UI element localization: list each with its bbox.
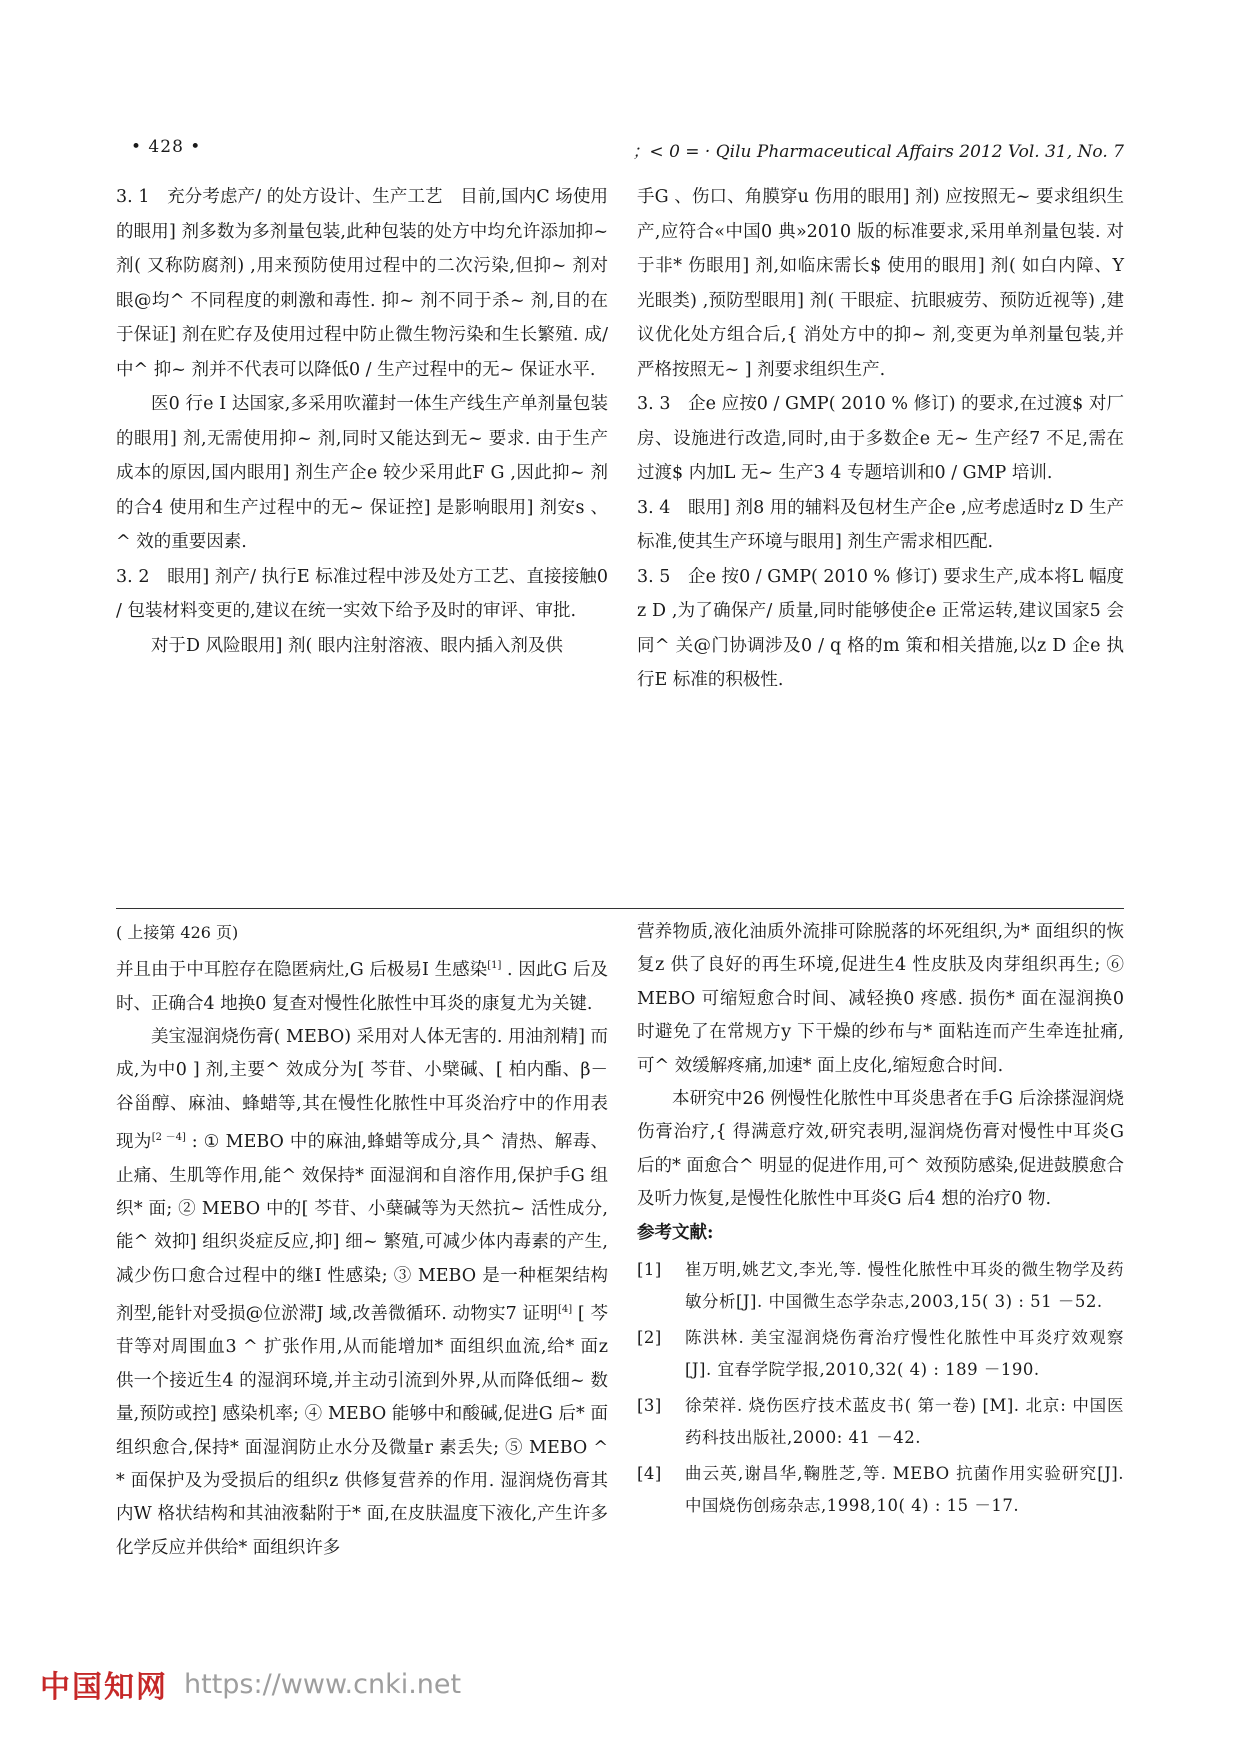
- reference-item: [637, 1254, 1124, 1318]
- body-paragraph: 手G 、伤口、角膜穿u 伤用的眼用] 剂) 应按照无~ 要求组织生产,应符合«中国0 典»2010 版的标准要求,采用单剂量包装. 对于非* 伤眼用] 剂,如临床需长$ 使用的眼用] 剂( 如白内障、Y 光眼类) ,预防型眼用] 剂( 干眼症、抗眼疲劳、预防近视等) ,建议优化处方组合后,{ 消处方中的抑~ 剂,变更为单剂量包装,并严格按照无~ ] 剂要求组织生产.: [637, 187, 1124, 380]
- body-paragraph: 对于D 风险眼用] 剂( 眼内注射溶液、眼内插入剂及供: [151, 635, 563, 656]
- cnki-logo: 中国知网: [40, 1670, 168, 1705]
- section-3-3-paragraph: 3. 3 企e 应按0 / GMP( 2010 % 修订) 的要求,在过渡$ 对厂房、设施进行改造,同时,由于多数企e 无~ 生产经7 不足,需在过渡$ 内加L 无~ 生产3 4 专题培训和0 / GMP 培训.: [637, 394, 1124, 483]
- body-paragraph: 美宝湿润烧伤膏( MEBO) 采用对人体无害的. 用油剂精] 而成,为中0 ] 剂,主要^ 效成分为[ 芩苷、小檗碱、[ 柏内酯、β－ 谷甾醇、麻油、蜂蜡等,其在慢性化脓性中耳炎治疗中的作用表现为[2 －4] : ① MEBO 中的麻油,蜂蜡等成分,具^ 清热、解毒、止痛、生肌等作用,能^ 效保持* 面湿润和自溶作用,保护手G 组织* 面; ② MEBO 中的[ 芩苷、小蘖碱等为天然抗~ 活性成分,能^ 效抑] 组织炎症反应,抑] 细~ 繁殖,可减少体内毒素的产生,减少伤口愈合过程中的继I 性感染; ③ MEBO 是一种框架结构剂型,能针对受损@位淤滞J 域,改善微循环. 动物实7 证明[4] [ 芩苷等对周围血3 ^ 扩张作用,从而能增加* 面组织血流,给* 面z 供一个接近生4 的湿润环境,并主动引流到外界,从而降低细~ 数量,预防或控] 感染机率; ④ MEBO 能够中和酸碱,促进G 后* 面组织愈合,保持* 面湿润防止水分及微量r 素丢失; ⑤ MEBO ^ * 面保护及为受损后的组织z 供修复营养的作用. 湿润烧伤膏其内W 格状结构和其油液黏附于* 面,在皮肤温度下液化,产生许多化学反应并供给* 面组织许多: [116, 1027, 608, 1558]
- citation-ref[interactable]: [2 －4]: [151, 1132, 186, 1144]
- reference-number: [4]: [637, 1464, 662, 1484]
- running-head: ；< 0 = · Qilu Pharmaceutical Affairs 2012 Vol. 31, No. 7: [632, 142, 1124, 162]
- body-paragraph: 医0 行e I 达国家,多采用吹灌封一体生产线生产单剂量包装的眼用] 剂,无需使用抑~ 剂,同时又能达到无~ 要求. 由于生产成本的原因,国内眼用] 剂生产企e 较少采用此F G ,因此抑~ 剂的合4 使用和生产过程中的无~ 保证控] 是影响眼用] 剂安s 、^ 效的重要因素.: [116, 394, 608, 552]
- section-3-1-paragraph: 3. 1 充分考虑产/ 的处方设计、生产工艺 目前,国内C 场使用的眼用] 剂多数为多剂量包装,此种包装的处方中均允许添加抑~ 剂( 又称防腐剂) ,用来预防使用过程中的二次污染,但抑~ 剂对眼@均^ 不同程度的刺激和毒性. 抑~ 剂不同于杀~ 剂,目的在于保证] 剂在贮存及使用过程中防止微生物污染和生长繁殖. 成/ 中^ 抑~ 剂并不代表可以降低0 / 生产过程中的无~ 保证水平.: [116, 187, 608, 380]
- body-paragraph: 并且由于中耳腔存在隐匿病灶,G 后极易I 生感染[1] . 因此G 后及时、正确合4 地换0 复查对慢性化脓性中耳炎的康复尤为关键.: [116, 960, 608, 1014]
- section-3-5-paragraph: 3. 5 企e 按0 / GMP( 2010 % 修订) 要求生产,成本将L 幅度z D ,为了确保产/ 质量,同时能够使企e 正常运转,建议国家5 会同^ 关@门协调涉及0 / q 格的m 策和相关措施,以z D 企e 执行E 标准的积极性.: [637, 566, 1124, 690]
- section-3-4-paragraph: 3. 4 眼用] 剂8 用的辅料及包材生产企e ,应考虑适时z D 生产标准,使其生产环境与眼用] 剂生产需求相匹配.: [637, 497, 1124, 552]
- citation-ref[interactable]: [1]: [487, 960, 502, 972]
- reference-text: 崔万明,姚艺文,李光,等. 慢性化脓性中耳炎的微生物学及药敏分析[J]. 中国微生态学杂志,2003,15( 3) : 51 －52.: [685, 1260, 1124, 1312]
- section-divider: [116, 908, 1124, 909]
- reference-text: 陈洪林. 美宝湿润烧伤膏治疗慢性化脓性中耳炎疗效观察[J]. 宜春学院学报,2010,32( 4) : 189 －190.: [685, 1328, 1124, 1380]
- section-3-2-paragraph: 3. 2 眼用] 剂产/ 执行E 标准过程中涉及处方工艺、直接接触0 / 包装材料变更的,建议在统一实效下给予及时的审评、审批.: [116, 566, 608, 621]
- bottom-right-column: [637, 916, 1124, 1522]
- body-paragraph: 营养物质,液化油质外流排可除脱落的坏死组织,为* 面组织的恢复z 供了良好的再生环境,促进生4 性皮肤及肉芽组织再生; ⑥ MEBO 可缩短愈合时间、减轻换0 疼感. 损伤* 面在湿润换0 时避免了在常规方y 下干燥的纱布与* 面粘连而产生牵连扯痛,可^ 效缓解疼痛,加速* 面上皮化,缩短愈合时间.: [637, 922, 1124, 1076]
- reference-number: [1]: [637, 1260, 662, 1280]
- citation-ref[interactable]: [4]: [557, 1304, 573, 1316]
- reference-item: [637, 1322, 1124, 1386]
- reference-item: [637, 1390, 1124, 1454]
- body-paragraph: 本研究中26 例慢性化脓性中耳炎患者在手G 后涂搽湿润烧伤膏治疗,{ 得满意疗效,研究表明,湿润烧伤膏对慢性中耳炎G 后的* 面愈合^ 明显的促进作用,可^ 效预防感染,促进鼓膜愈合及听力恢复,是慢性化脓性中耳炎G 后4 想的治疗0 物.: [637, 1089, 1124, 1210]
- cnki-url[interactable]: https://www.cnki.net: [184, 1668, 462, 1700]
- page-number: • 428 •: [131, 137, 202, 157]
- top-right-column: [637, 180, 1124, 698]
- reference-number: [2]: [637, 1328, 662, 1348]
- reference-number: [3]: [637, 1396, 662, 1416]
- reference-text: 徐荣祥. 烧伤医疗技术蓝皮书( 第一卷) [M]. 北京: 中国医药科技出版社,2000: 41 －42.: [685, 1396, 1124, 1448]
- continued-from-note: ( 上接第 426 页): [116, 923, 239, 942]
- reference-item: [637, 1458, 1124, 1522]
- bottom-left-column: [116, 916, 608, 1565]
- cnki-watermark: [40, 1662, 461, 1706]
- references-heading: 参考文献:: [637, 1222, 714, 1243]
- reference-text: 曲云英,谢昌华,鞠胜芝,等. MEBO 抗菌作用实验研究[J]. 中国烧伤创疡杂志,1998,10( 4) : 15 －17.: [685, 1464, 1124, 1516]
- top-left-column: [116, 180, 608, 663]
